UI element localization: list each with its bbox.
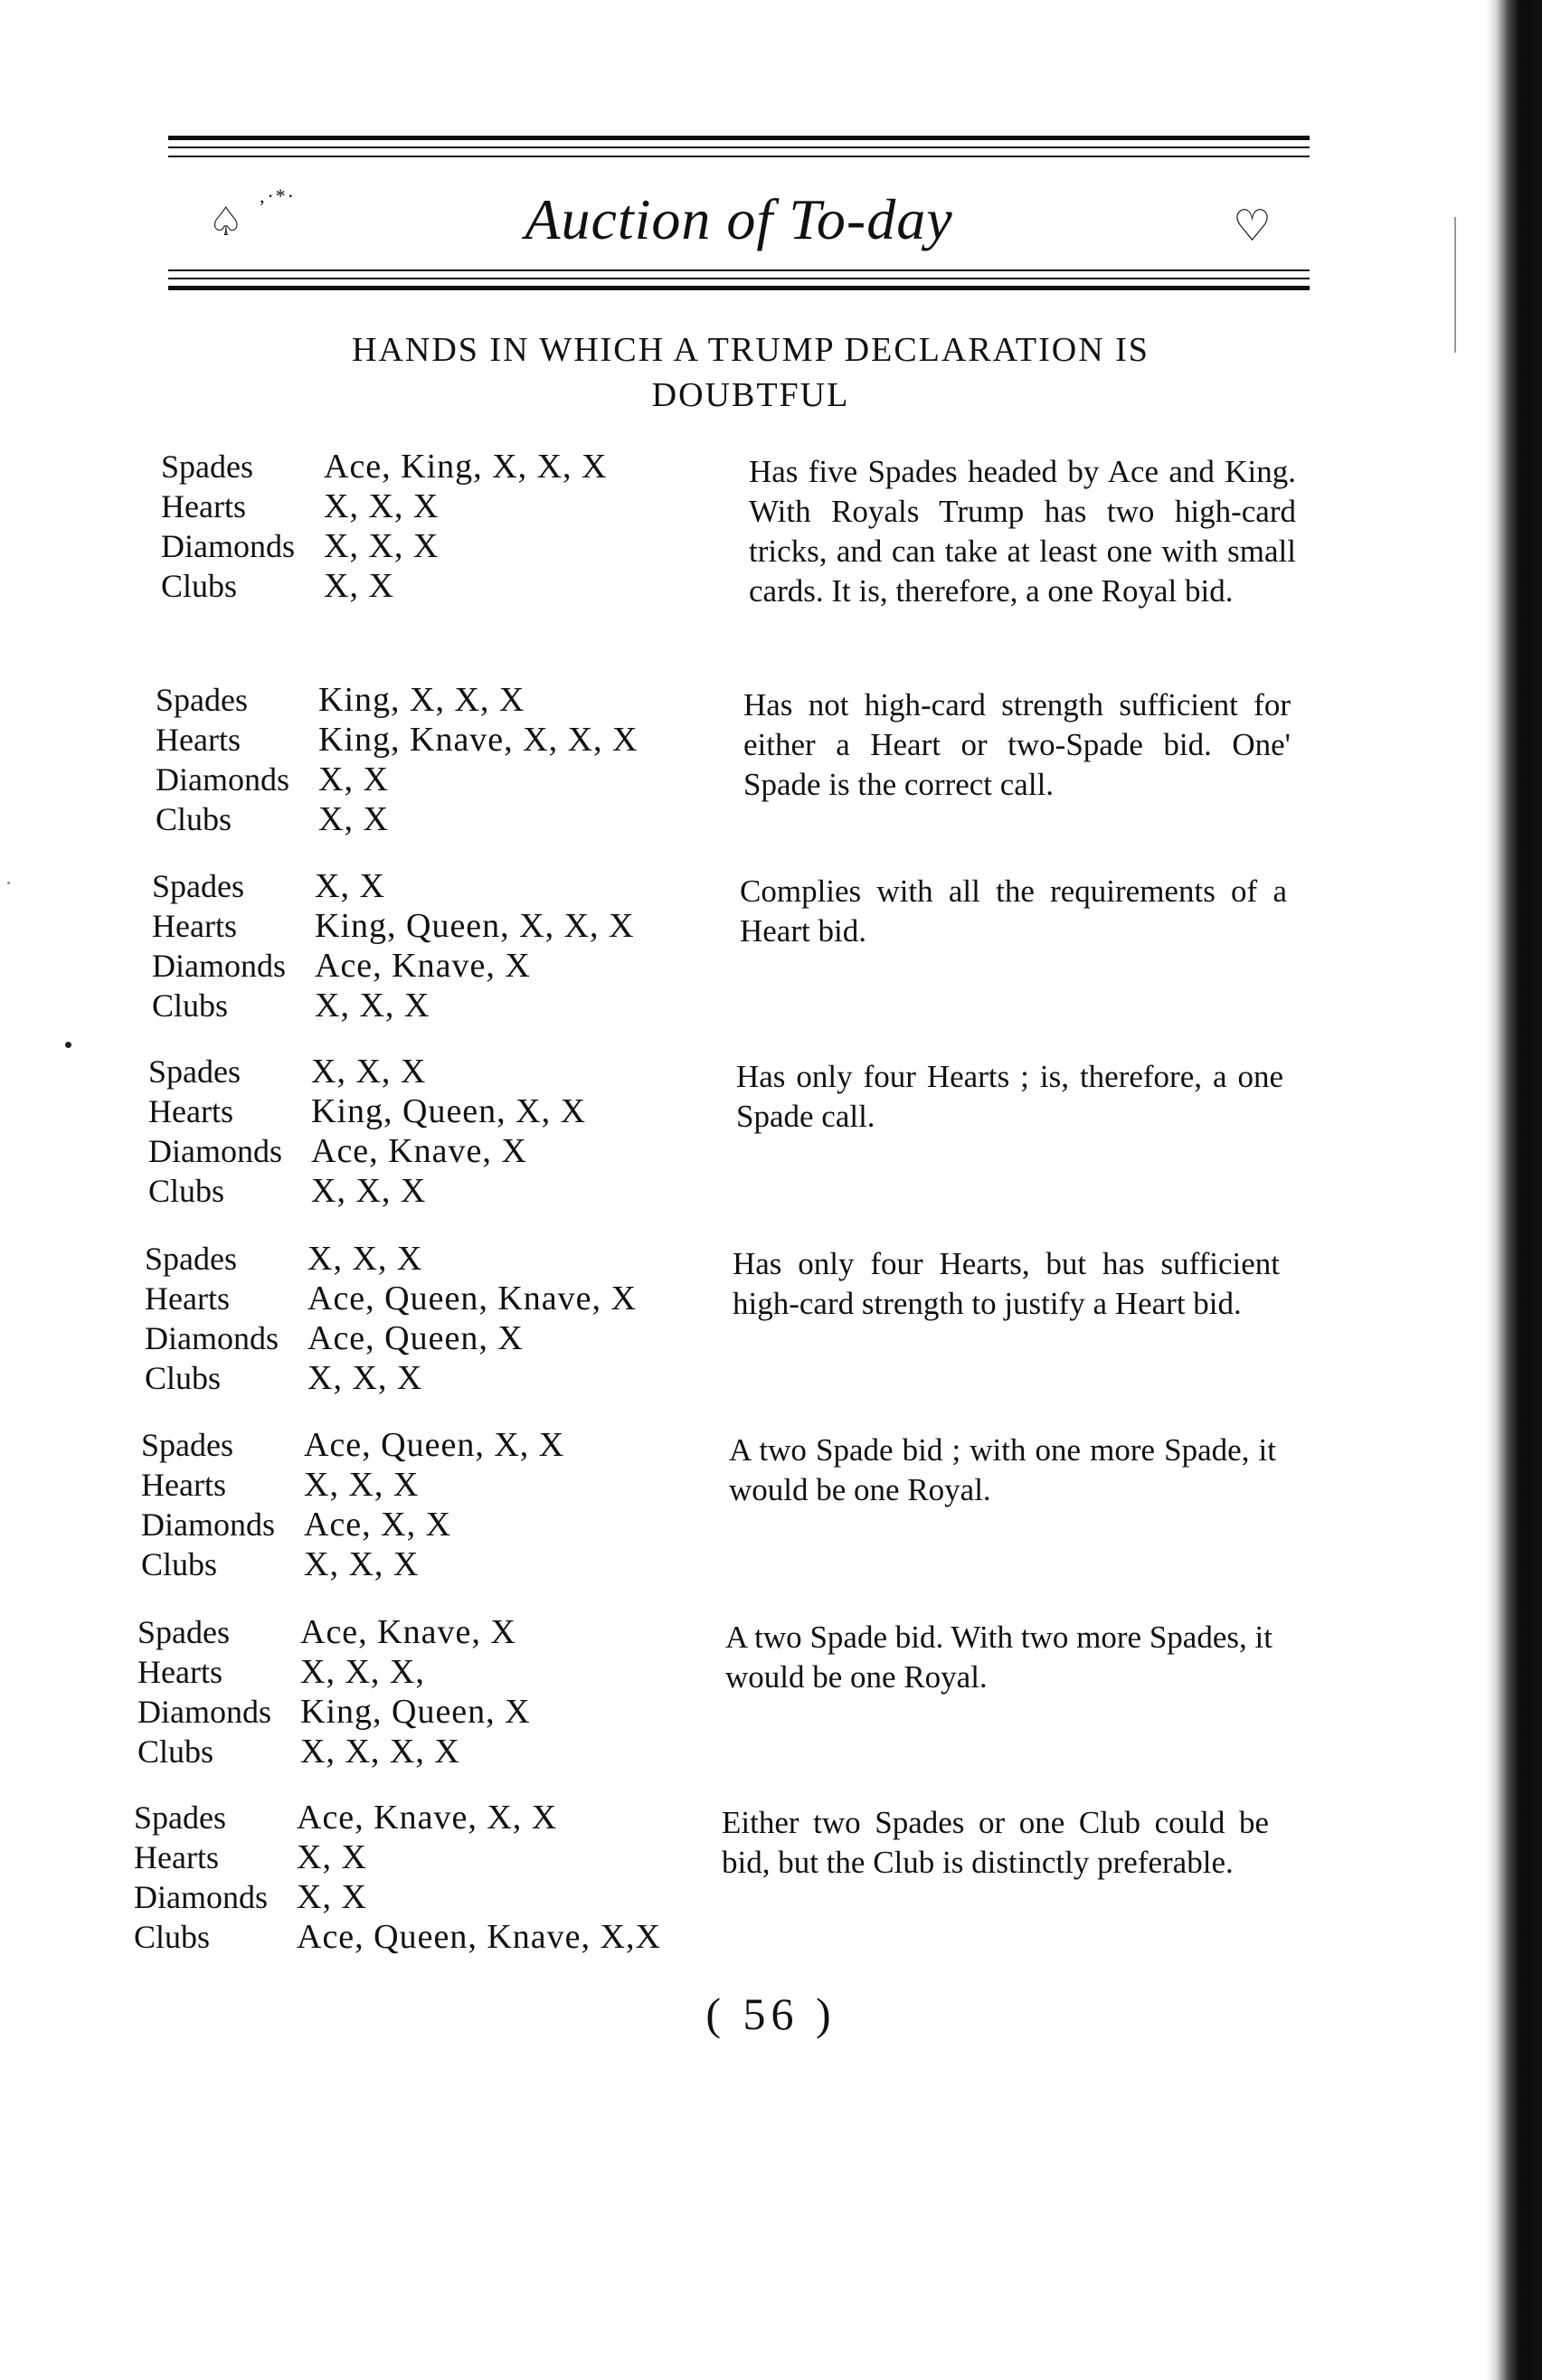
card-holding: X, X xyxy=(297,1838,367,1876)
hand-holding xyxy=(148,1052,763,1211)
suit-label: Diamonds xyxy=(156,761,289,798)
suit-row xyxy=(152,946,767,986)
card-holding: King, Queen, X, X, X xyxy=(315,907,635,945)
header-rule-top-thin xyxy=(168,146,1310,148)
suit-label: Hearts xyxy=(161,488,246,524)
suit-label: Spades xyxy=(156,682,248,718)
suit-row xyxy=(156,720,771,760)
header-rule-top-thin xyxy=(168,156,1310,157)
suit-row xyxy=(148,1171,763,1211)
suit-label: Spades xyxy=(161,449,253,485)
suit-row xyxy=(148,1091,763,1131)
card-holding: X, X, X xyxy=(311,1053,427,1091)
card-holding: X, X xyxy=(324,567,394,605)
suit-row xyxy=(145,1239,760,1279)
card-holding: X, X xyxy=(315,867,385,905)
card-holding: King, Queen, X xyxy=(300,1693,531,1731)
suit-row xyxy=(152,866,767,906)
card-holding: X, X, X, xyxy=(300,1653,425,1691)
header-rule-bottom-thick xyxy=(168,286,1310,290)
card-holding: Ace, Queen, X, X xyxy=(304,1426,565,1464)
suit-row xyxy=(161,526,776,566)
suit-label: Diamonds xyxy=(152,948,286,984)
suit-label: Spades xyxy=(152,868,244,904)
hand-entry xyxy=(152,866,1509,1065)
suit-label: Clubs xyxy=(148,1173,225,1209)
page-number: ( 56 ) xyxy=(705,1988,837,2039)
suit-row xyxy=(156,799,771,839)
suit-label: Clubs xyxy=(141,1546,218,1582)
card-holding: King, Knave, X, X, X xyxy=(318,721,639,759)
card-holding: Ace, X, X xyxy=(304,1506,452,1544)
suit-label: Diamonds xyxy=(137,1694,271,1730)
card-holding: Ace, Knave, X xyxy=(300,1613,516,1651)
header-rule-bottom-thin xyxy=(168,278,1310,279)
hand-holding xyxy=(156,680,771,839)
suit-label: Clubs xyxy=(134,1919,211,1955)
suit-row xyxy=(134,1877,749,1917)
hand-entry xyxy=(148,1052,1505,1251)
suit-row xyxy=(145,1279,760,1318)
bid-commentary: A two Spade bid. With two more Spades, it would be one Royal. xyxy=(725,1620,1272,1695)
suit-label: Diamonds xyxy=(161,528,295,564)
card-holding: X, X, X, X xyxy=(300,1733,460,1771)
hand-holding xyxy=(137,1612,752,1771)
suit-label: Diamonds xyxy=(141,1506,275,1543)
suit-label: Clubs xyxy=(145,1360,222,1396)
suit-row xyxy=(156,680,771,720)
suit-row xyxy=(161,486,776,526)
bid-commentary: Has only four Hearts, but has sufficient high-card strength to justify a Heart bid. xyxy=(733,1246,1280,1321)
suit-label: Spades xyxy=(141,1427,233,1463)
card-holding: X, X, X xyxy=(307,1240,423,1278)
heading-line-1: HANDS IN WHICH A TRUMP DECLARATION IS xyxy=(352,331,1149,369)
hand-entry xyxy=(145,1239,1501,1438)
card-holding: X, X, X xyxy=(304,1545,420,1583)
suit-row xyxy=(134,1837,749,1877)
suit-label: Clubs xyxy=(152,987,229,1024)
suit-row xyxy=(141,1425,756,1465)
card-holding: King, X, X, X xyxy=(318,681,525,719)
header-rule-top-thick xyxy=(168,136,1310,140)
card-holding: X, X xyxy=(318,760,389,798)
card-holding: Ace, Queen, X xyxy=(307,1319,524,1357)
suit-label: Hearts xyxy=(152,908,237,944)
edge-line xyxy=(1454,217,1456,353)
suit-row xyxy=(152,986,767,1025)
bid-commentary: Either two Spades or one Club could be bid, but the Club is distinctly preferable. xyxy=(722,1805,1269,1880)
ink-specks: ‚·*· xyxy=(259,184,296,207)
heart-icon: ♡ xyxy=(1232,203,1272,250)
running-title: Auction of To-day xyxy=(525,187,953,251)
suit-row xyxy=(148,1052,763,1091)
card-holding: Ace, Knave, X xyxy=(311,1132,527,1170)
card-holding: X, X, X xyxy=(315,987,430,1025)
suit-label: Hearts xyxy=(141,1467,226,1503)
suit-row xyxy=(145,1318,760,1358)
suit-row xyxy=(145,1358,760,1398)
hand-holding xyxy=(145,1239,760,1398)
suit-row xyxy=(161,447,776,486)
card-holding: X, X xyxy=(297,1878,367,1916)
card-holding: X, X, X xyxy=(324,527,440,565)
suit-row xyxy=(141,1505,756,1544)
card-holding: X, X xyxy=(318,800,389,838)
suit-label: Clubs xyxy=(137,1733,214,1770)
hand-holding xyxy=(161,447,776,606)
hand-entry xyxy=(141,1425,1498,1624)
hand-holding xyxy=(141,1425,756,1584)
suit-label: Hearts xyxy=(134,1839,219,1875)
suit-row xyxy=(134,1798,749,1837)
spade-icon: ♤ xyxy=(208,200,244,244)
bid-commentary: Has not high-card strength sufficient for either a Heart or two-Spade bid. One' Spade is the correct call. xyxy=(743,687,1291,802)
suit-label: Hearts xyxy=(156,722,241,758)
card-holding: Ace, Queen, Knave, X,X xyxy=(297,1918,661,1956)
header-rule-bottom-thin xyxy=(168,269,1310,271)
suit-label: Hearts xyxy=(145,1280,230,1317)
card-holding: X, X, X xyxy=(311,1172,427,1210)
suit-row xyxy=(141,1465,756,1505)
suit-label: Diamonds xyxy=(145,1320,279,1356)
suit-row xyxy=(134,1917,749,1957)
suit-row xyxy=(152,906,767,946)
bid-commentary: Has only four Hearts ; is, therefore, a one Spade call. xyxy=(736,1059,1283,1134)
hand-entry xyxy=(134,1798,1490,1997)
bid-commentary: A two Spade bid ; with one more Spade, it would be one Royal. xyxy=(729,1432,1276,1507)
card-holding: X, X, X xyxy=(307,1359,423,1397)
section-heading xyxy=(208,327,1293,418)
suit-row xyxy=(137,1612,752,1652)
suit-label: Diamonds xyxy=(134,1879,268,1915)
suit-label: Spades xyxy=(145,1241,237,1277)
bid-commentary: Complies with all the requirements of a Heart bid. xyxy=(740,874,1287,949)
suit-label: Diamonds xyxy=(148,1133,282,1169)
card-holding: X, X, X xyxy=(304,1466,420,1504)
card-holding: X, X, X xyxy=(324,487,440,525)
suit-row xyxy=(137,1692,752,1732)
hand-entry xyxy=(161,447,1518,646)
suit-label: Hearts xyxy=(137,1654,222,1690)
card-holding: Ace, Knave, X, X xyxy=(297,1799,558,1837)
hand-holding xyxy=(152,866,767,1025)
suit-row xyxy=(161,566,776,606)
ink-speck xyxy=(65,1042,71,1048)
ink-speck xyxy=(7,882,10,884)
running-header xyxy=(168,179,1310,269)
suit-label: Spades xyxy=(137,1614,230,1650)
suit-row xyxy=(137,1652,752,1692)
suit-row xyxy=(148,1131,763,1171)
suit-label: Spades xyxy=(134,1799,226,1836)
hand-entry xyxy=(137,1612,1494,1811)
card-holding: Ace, Knave, X xyxy=(315,947,531,985)
heading-line-2: DOUBTFUL xyxy=(651,376,850,414)
suit-label: Clubs xyxy=(161,568,238,604)
bid-commentary: Has five Spades headed by Ace and King. With Royals Trump has two high-card tricks, and can take at least one with small cards. It is, therefore, a one Royal bid. xyxy=(749,454,1296,609)
suit-label: Clubs xyxy=(156,801,232,837)
suit-row xyxy=(156,760,771,799)
card-holding: Ace, Queen, Knave, X xyxy=(307,1280,637,1318)
suit-row xyxy=(141,1544,756,1584)
card-holding: King, Queen, X, X xyxy=(311,1092,587,1130)
suit-label: Hearts xyxy=(148,1093,233,1129)
suit-label: Spades xyxy=(148,1053,241,1090)
hand-holding xyxy=(134,1798,749,1957)
suit-row xyxy=(137,1732,752,1771)
hand-entry xyxy=(156,680,1512,879)
card-holding: Ace, King, X, X, X xyxy=(324,448,608,486)
